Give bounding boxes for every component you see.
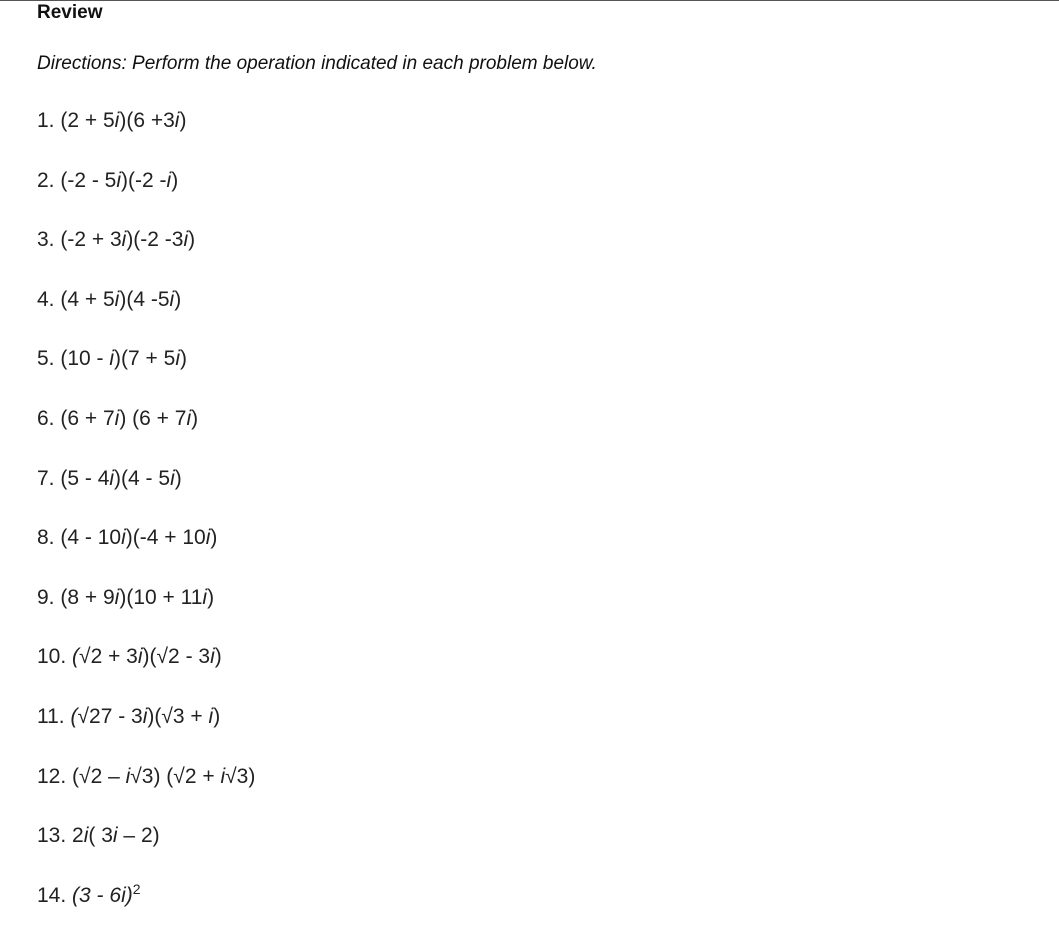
expression-part: ) — [191, 406, 199, 430]
expression-part: (10 - — [60, 347, 110, 371]
problem-number: 12. — [37, 764, 67, 788]
expression-part: ) — [214, 645, 222, 669]
expression-part: (4 + 5 — [60, 287, 115, 311]
expression-part: )(7 + 5 — [114, 347, 176, 371]
expression-part: ) — [207, 585, 215, 609]
imaginary-unit: i — [109, 347, 115, 371]
problem-6 — [37, 406, 255, 466]
expression-part: (-2 + 3 — [60, 228, 122, 252]
expression-part: ) (6 + 7 — [119, 406, 187, 430]
problem-5 — [37, 346, 255, 406]
expression-part: ( 3 — [88, 824, 113, 848]
expression-part: )(-4 + 10 — [125, 526, 206, 550]
expression-part: ) — [174, 287, 182, 311]
problem-10 — [37, 644, 255, 704]
exponent: 2 — [132, 880, 141, 897]
imaginary-unit: i — [114, 585, 120, 609]
expression-part: )(-2 -3 — [126, 228, 184, 252]
expression-part: ) — [125, 883, 133, 907]
imaginary-unit: i — [83, 824, 89, 848]
imaginary-unit: i — [220, 764, 226, 788]
imaginary-unit: i — [174, 109, 180, 132]
document-title: Review — [37, 2, 103, 23]
imaginary-unit: i — [114, 109, 120, 132]
expression-part: 2 — [72, 824, 84, 848]
imaginary-unit: i — [166, 168, 172, 192]
imaginary-unit: i — [183, 228, 189, 252]
expression-part: (√2 – — [72, 764, 126, 788]
expression-part: – 2) — [117, 824, 160, 848]
problem-2 — [37, 168, 255, 228]
imaginary-unit: i — [175, 347, 180, 371]
imaginary-unit: i — [205, 526, 211, 550]
expression-part: √3) — [225, 764, 256, 788]
problem-3 — [37, 227, 255, 287]
problem-number: 1. — [37, 109, 55, 132]
expression-part: )(6 +3 — [119, 109, 175, 132]
problem-number: 6. — [37, 406, 55, 430]
imaginary-unit: i — [202, 585, 208, 609]
expression-part: )(√2 - 3 — [142, 645, 211, 669]
problem-number: 10. — [37, 645, 67, 669]
expression-part: ( — [72, 645, 80, 669]
expression-part: ) — [210, 526, 218, 550]
expression-part: ) — [213, 704, 221, 728]
imaginary-unit: i — [109, 466, 115, 490]
imaginary-unit: i — [112, 824, 118, 848]
problem-11 — [37, 704, 255, 764]
imaginary-unit: i — [121, 228, 127, 252]
problem-number: 14. — [37, 883, 67, 907]
expression-part: ) — [179, 109, 187, 132]
expression-part: (5 - 4 — [60, 466, 110, 490]
expression-part: ) — [174, 466, 182, 490]
imaginary-unit: i — [114, 287, 120, 311]
expression-part: )(-2 - — [121, 168, 167, 192]
problem-8 — [37, 525, 255, 585]
problem-number: 2. — [37, 168, 55, 192]
expression-part: )(10 + 11 — [119, 585, 203, 609]
problem-number: 8. — [37, 526, 55, 550]
expression-part: ) — [180, 347, 187, 371]
imaginary-unit: i — [186, 406, 192, 430]
imaginary-unit: i — [116, 168, 122, 192]
expression-part: (6 + 7 — [60, 406, 115, 430]
expression-part: √2 + 3 — [79, 645, 138, 669]
problem-number: 13. — [37, 824, 67, 848]
problem-number: 4. — [37, 287, 55, 311]
imaginary-unit: i — [137, 645, 143, 669]
problem-14 — [37, 880, 255, 942]
imaginary-unit: i — [169, 287, 175, 311]
problem-7 — [37, 466, 255, 526]
expression-part: (3 - 6 — [72, 883, 122, 907]
expression-part: )(4 -5 — [119, 287, 170, 311]
directions-text: Directions: Perform the operation indicated in each problem below. — [37, 53, 597, 74]
imaginary-unit: i — [208, 704, 214, 728]
problem-number: 9. — [37, 585, 55, 609]
expression-part: √27 - 3 — [77, 704, 143, 728]
imaginary-unit: i — [114, 406, 120, 430]
imaginary-unit: i — [121, 883, 126, 907]
top-rule — [0, 0, 1059, 1]
problem-4 — [37, 287, 255, 347]
expression-part: (-2 - 5 — [60, 168, 117, 192]
expression-part: (4 - 10 — [60, 526, 122, 550]
problem-1 — [37, 108, 255, 168]
problem-number: 5. — [37, 347, 55, 371]
expression-part: ) — [171, 168, 179, 192]
expression-part: )(4 - 5 — [114, 466, 171, 490]
imaginary-unit: i — [125, 764, 131, 788]
problem-number: 7. — [37, 466, 55, 490]
expression-part: ( — [70, 704, 78, 728]
problem-12 — [37, 764, 255, 824]
expression-part: ) — [188, 228, 196, 252]
expression-part: (2 + 5 — [60, 109, 115, 132]
expression-part: (8 + 9 — [60, 585, 115, 609]
expression-part: √3) (√2 + — [130, 764, 221, 788]
imaginary-unit: i — [121, 526, 126, 550]
imaginary-unit: i — [142, 704, 148, 728]
problem-number: 11. — [37, 704, 65, 728]
expression-part: )(√3 + — [147, 704, 209, 728]
problem-13 — [37, 823, 255, 883]
problem-number: 3. — [37, 228, 55, 252]
imaginary-unit: i — [170, 466, 175, 490]
problem-9 — [37, 585, 255, 645]
imaginary-unit: i — [210, 645, 215, 669]
problem-list — [37, 108, 255, 942]
